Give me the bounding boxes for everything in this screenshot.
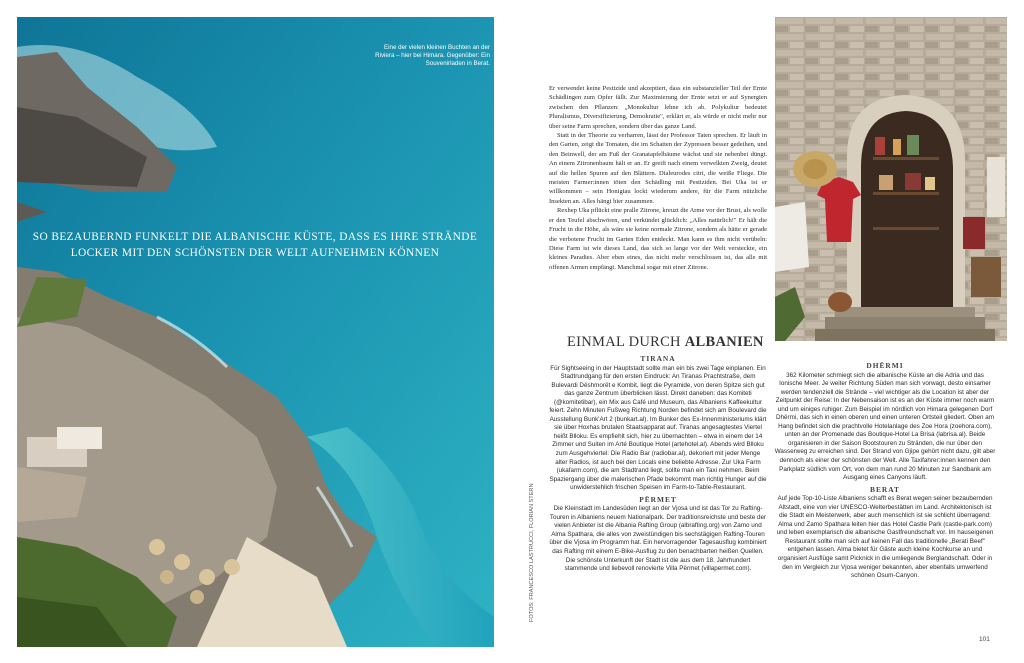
- photo-credit: FOTOS: FRANCESCO LASTRUCCI, FLORIAN STERN: [529, 483, 535, 622]
- guide-column-right: [774, 362, 996, 584]
- intro-paragraph: Statt in der Theorie zu verharren, lässt der Professor Taten sprechen. Er läuft in den Garten, zeigt die Tomaten, die im Schatten der Zypressen besser gedeihen, und den Beinwell, der am Fuß der Granatapfelbäume wächst und sie nebenbei düngt. An einem Zitronenbaum hält er an. Er greift nach einem verwelkten Zweig, deutet auf die hellen Spuren auf den Blättern. Dialeurodes citri, die weiße Fliege. Die meisten Farmer:innen töten den Schädling mit Pestiziden. Bei Uka ist er willkommen – sein Honigtau lockt wiederum andere, für die Farm nützliche Insekten an. Alles hängt hier zusammen.: [549, 132, 767, 205]
- permet-text: Die Kleinstadt im Landesüden liegt an der Vjosa und ist das Tor zu Rafting-Touren in Albaniens neuem Nationalpark. Der traditionsreichste und beste der vielen Anbieter ist die Albania Rafting Group (albrafting.org) von Zamo und Alma Spathara, die alles von zweistündigen bis sechstägigen Rafting-Touren über die Vjosa im Programm hat. Ein hervorragender Tagesausflug kombiniert das Rafting mit einem E-Bike-Ausflug zu den benachbarten heißen Quellen. Die schönste Unterkunft der Stadt ist die aus dem 18. Jahrhundert stammende und liebevoll renovierte Villa Përmet (villapermet.com).: [549, 505, 767, 573]
- guide-column-left: [549, 355, 767, 577]
- photo-caption: Eine der vielen kleinen Buchten an der Riviera – hier bei Himara. Gegenüber: Ein Souvenirladen in Berat.: [375, 44, 490, 67]
- tirana-title: TIRANA: [640, 354, 676, 363]
- heading-prefix: EINMAL DURCH: [567, 334, 681, 350]
- intro-article-text: [549, 84, 767, 272]
- berat-text: Auf jede Top-10-Liste Albaniens schafft es Berat wegen seiner bezaubernden Altstadt, eine von vier UNESCO-Welterbestätten im Land. Architektonisch ist die Stadt ein Meisterwerk, aber auch menschlich ist sie schlicht überragend: Alma und Zamo Spathara leiten hier das Hotel Castle Park (castle-park.com) und leben exemplarisch die albanische Gastfreundschaft vor. Im hauseigenen Restaurant sollte man sich auf keinen Fall das traditionelle „Berati Beef" entgehen lassen. Alma bietet für Gäste auch kleine Kochkurse an und organisiert Ausflüge samt Picknick in die umliegende Berglandschaft. Oder in den im Vergleich zur Vjosa weniger bekannten, aber ebenfalls umwerfend schönen Osum-Canyon.: [776, 495, 994, 580]
- pull-quote: SO BEZAUBERND FUNKELT DIE ALBANISCHE KÜSTE, DASS ES IHRE STRÄNDE LOCKER MIT DEN SCHÖNSTEN DER WELT AUFNEHMEN KÖNNEN: [32, 231, 478, 259]
- heading-bold: ALBANIEN: [684, 334, 764, 350]
- souvenir-shop-photo: [775, 17, 1007, 341]
- intro-paragraph: Er verwendet keine Pestizide und akzeptiert, dass ein substanzieller Teil der Ernte Schädlingen zum Opfer fällt. Zur Maximierung der Ernte setzt er auf Synergien zwischen den Pflanzen: „Monokultur lehne ich ab. Polykultur bedeutet Pluralismus, Diversifizierung, Demokratie", erklärt er, als würde er nicht mehr nur über seine Farm sprechen, sondern über das ganze Land.: [549, 85, 767, 130]
- dhermi-title: DHËRMI: [866, 361, 904, 370]
- page-number: 101: [979, 636, 990, 643]
- dhermi-text: 362 Kilometer schmiegt sich die albanische Küste an die Adria und das Ionische Meer. Je weiter Richtung Süden man sich vorwagt, desto einsamer werden tendenziell die Strände – viel wichtiger als die Location ist aber der Zeitpunkt der Reise: In der Nebensaison ist es an der Küste immer noch warm und um einiges ruhiger. Zum Beispiel im nördlich von Himara gelegenen Dorf Dhërmi, das sich in einen oberen und einen unteren Ortsteil gliedert. Oben am Hang befindet sich die prachtvolle Hotelanlage des Zoe Hora (zoehora.com), unten an der Promenade das Boutique-Hotel La Brisa (labrisa.al). Beide organisieren in der Saison Bootstouren zu Stränden, die nur über den Wasserweg zu erreichen sind. Der Strand von Gjipe gehört nicht dazu, gilt aber dennoch als einer der schönsten der Welt. Alle Taxifahrer:innen kennen den Parkplatz südlich vom Ort, von dem man rund 20 Minuten zur Sandbank am Ausgang eines Canyons läuft.: [774, 371, 996, 482]
- guide-heading: [567, 334, 764, 351]
- coast-photo: [17, 17, 494, 647]
- tirana-text: Für Sightseeing in der Hauptstadt sollte man ein bis zwei Tage einplanen. Ein Stadtrundgang für den ersten Eindruck: An Tiranas Prachtstraße, dem Bulevardi Dëshmorët e Kombit, liegt die Pyramide, von deren Spitze sich gut das ganze Zentrum überblicken lässt. Direkt daneben: das Komiteti (@komitetibar), ein Mix aus Café und Museum, das Albaniens Kaffeekultur feiert. Zehn Minuten Fußweg Richtung Norden befindet sich am Boulevard die Ausstellung Bunk'Art 2 (bunkart.al). Im Bunker des Ex-Innenministeriums klärt sie über Hoxhas brutalen Staatsapparat auf. Tiranas angesagtestes Viertel heißt Blloku. Es empfiehlt sich, hier zu übernachten – etwa in einem der 14 Zimmer und Suiten im Arté Boutique Hotel (artehotel.al). Abends wird Blloku zum Ausgehviertel: Die Radio Bar (radiobar.al), dekoriert mit jeder Menge alter Radios, ist auch bei den Locals eine beliebte Adresse. Zur Uka Farm (ukafarm.com), die am Stadtrand liegt, sollte man ein Taxi nehmen. Beim Spaziergang über die malerischen Pfade bekommt man richtig Hunger auf die unwiderstehlich frischen Speisen im Farm-to-Table-Restaurant.: [549, 364, 767, 492]
- berat-title: BERAT: [870, 484, 900, 494]
- intro-paragraph: Rexhep Uka pflückt eine pralle Zitrone, kreuzt die Arme vor der Brust, als wolle er den Teufel abschwören, und verkündet glücklich: „Alles natürlich!" Er hält die Frucht in die Höhe, als wäre sie keine normale Zitrone, sondern als hätte er gerade die verbotene Frucht im Garten Eden entdeckt. Man kann es ihm nicht verübeln: Diese Farm ist wie dieses Land, das sich so lange vor der Welt versteckte, ein kleines Paradies. Aber eben eines, das nicht mehr verschlossen ist, das alle mit offenen Armen empfängt. Manchmal sogar mit einer Zitrone.: [549, 207, 767, 271]
- permet-title: PËRMET: [639, 494, 677, 504]
